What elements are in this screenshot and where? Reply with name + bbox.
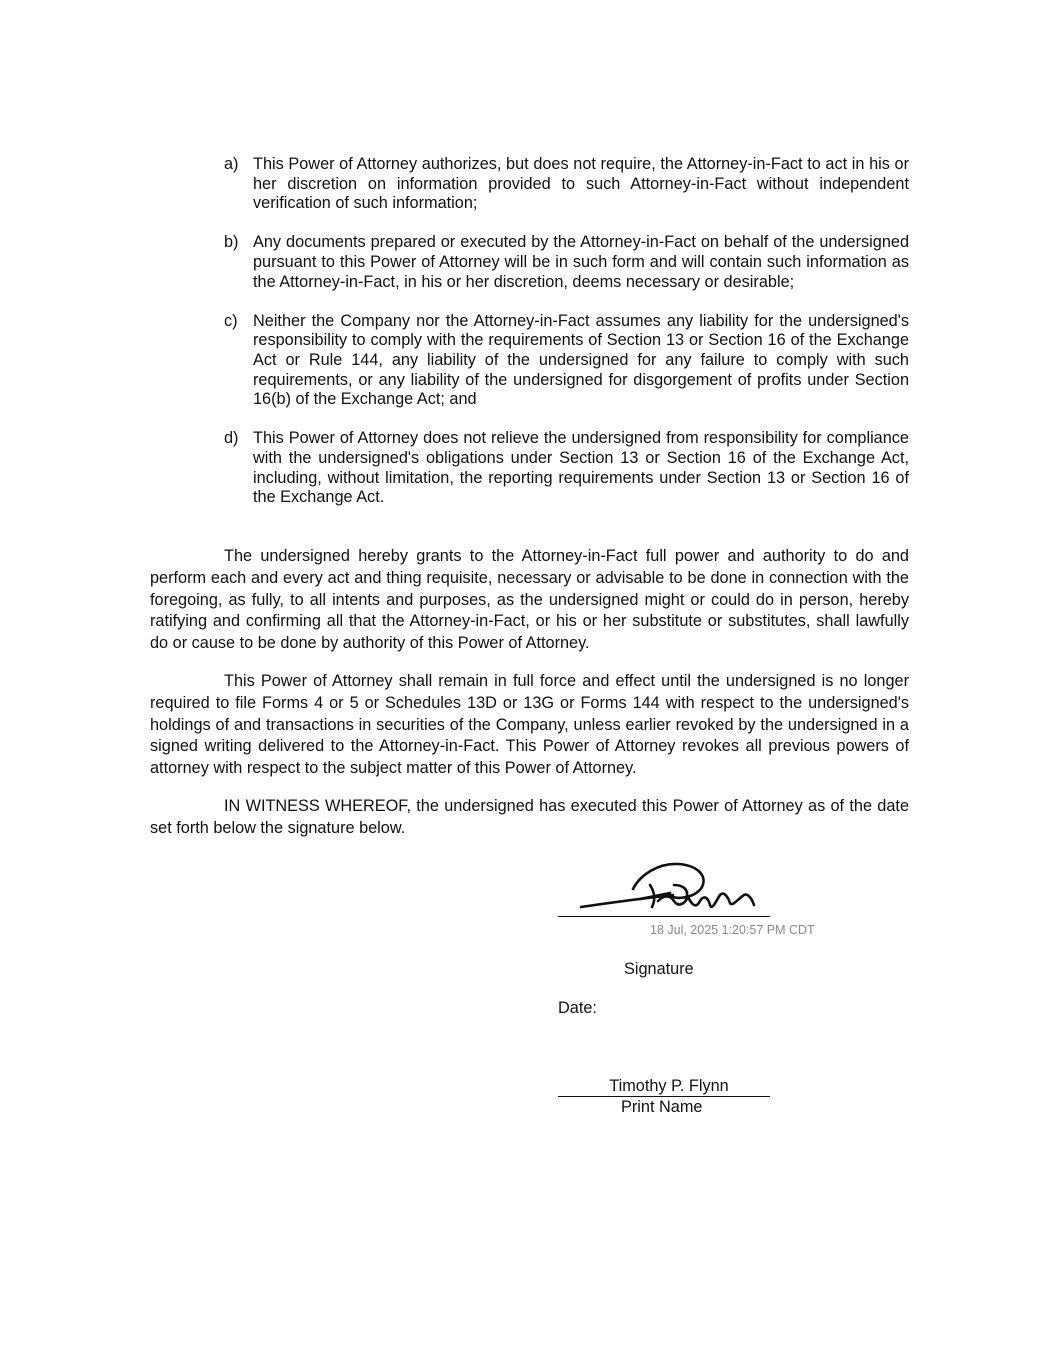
list-item-text: Any documents prepared or executed by the Attorney-in-Fact on behalf of the undersigned pursuant to this Power of Attorney will be in such form and will contain such information as the Attorney-in-Fact, in his or her discretion, deems necessary or desirable;: [253, 233, 909, 291]
grant-of-authority-paragraph: The undersigned hereby grants to the Attorney-in-Fact full power and authority to do and perform each and every act and thing requisite, necessary or advisable to be done in connection with the foregoing, as fully, to all intents and purposes, as the undersigned might or could do in person, hereby ratifying and confirming all that the Attorney-in-Fact, or his or her substitute or substitutes, shall lawfully do or cause to be done by authority of this Power of Attorney.: [150, 547, 909, 653]
signature-timestamp: 18 Jul, 2025 1:20:57 PM CDT: [650, 923, 815, 937]
signature-line: [558, 916, 770, 917]
conditions-list: [224, 155, 909, 527]
list-item-text: Neither the Company nor the Attorney-in-Fact assumes any liability for the undersigned's responsibility to comply with the requirements of Section 13 or Section 16 of the Exchange Act or Rule 144, any liability of the undersigned for any failure to comply with such requirements, or any liability of the undersigned for disgorgement of profits under Section 16(b) of the Exchange Act; and: [253, 311, 909, 409]
signature-label: Signature: [624, 960, 694, 978]
list-item: [224, 155, 909, 214]
list-item-text: This Power of Attorney authorizes, but does not require, the Attorney-in-Fact to act in his or her discretion on information provided to such Attorney-in-Fact without independent verification of such information;: [253, 155, 909, 213]
witness-paragraph: IN WITNESS WHEREOF, the undersigned has executed this Power of Attorney as of the date set forth below the signature below.: [150, 797, 909, 837]
print-name-label: Print Name: [621, 1098, 703, 1116]
list-marker: c): [224, 311, 238, 330]
list-marker: d): [224, 429, 239, 448]
list-item-text: This Power of Attorney does not relieve the undersigned from responsibility for compliance with the undersigned's obligations under Section 13 or Section 16 of the Exchange Act, including, without limitation, the reporting requirements under Section 13 or Section 16 of the Exchange Act.: [253, 429, 909, 507]
handwritten-signature: [578, 855, 758, 917]
date-label: Date:: [558, 999, 597, 1017]
duration-paragraph: This Power of Attorney shall remain in full force and effect until the undersigned is no longer required to file Forms 4 or 5 or Schedules 13D or 13G or Forms 144 with respect to the undersigned's holdings of and transactions in securities of the Company, unless earlier revoked by the undersigned in a signed writing delivered to the Attorney-in-Fact. This Power of Attorney revokes all previous powers of attorney with respect to the subject matter of this Power of Attorney.: [150, 672, 909, 778]
list-item: [224, 312, 909, 410]
list-marker: a): [224, 155, 239, 173]
print-name-value: Timothy P. Flynn: [558, 1076, 770, 1097]
list-item: [224, 233, 909, 292]
list-item: [224, 429, 909, 507]
list-marker: b): [224, 233, 239, 252]
